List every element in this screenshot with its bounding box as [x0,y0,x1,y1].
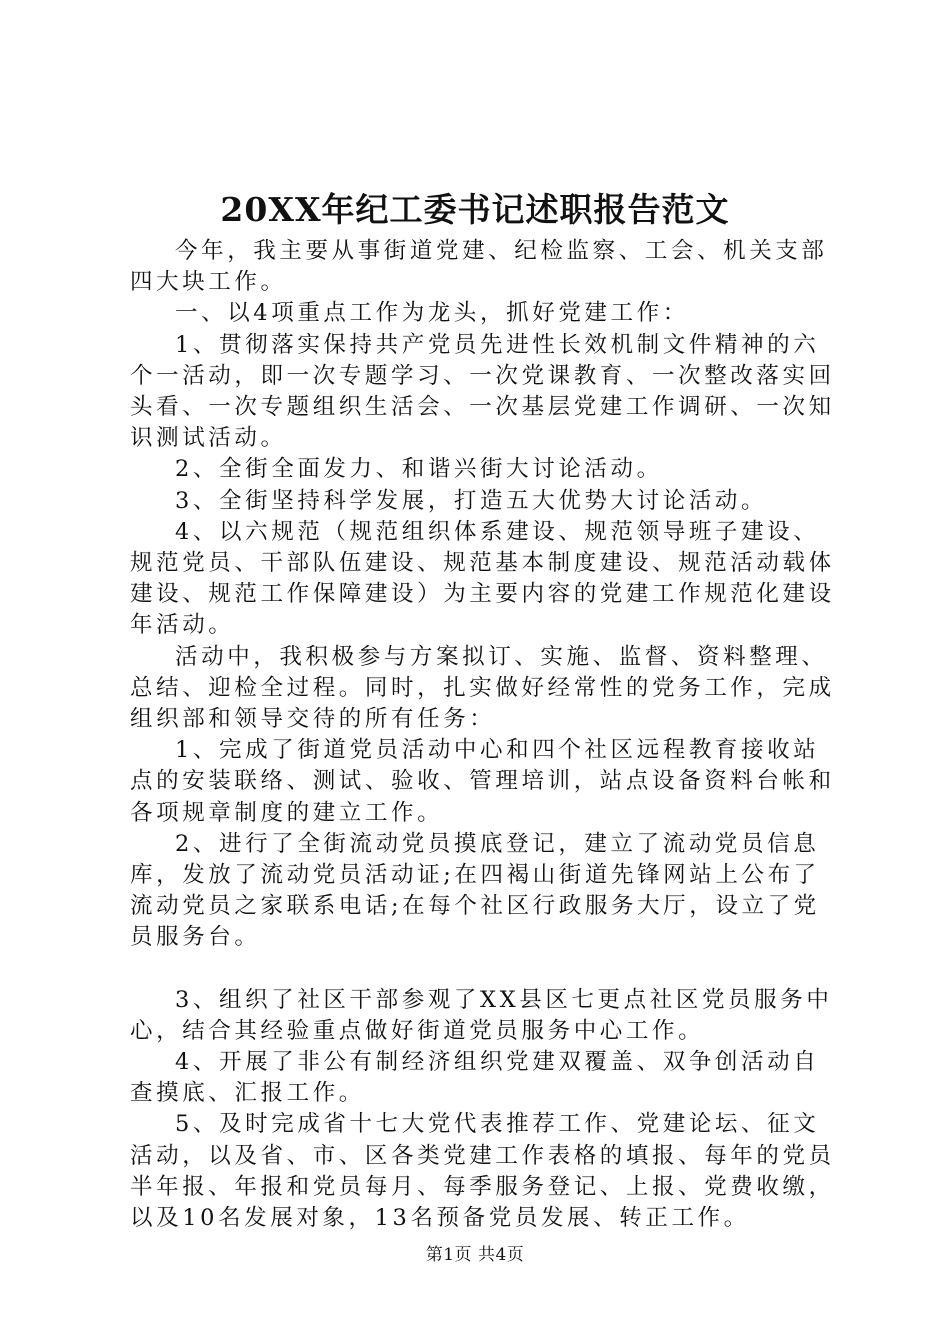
paragraph-task-4: 4、开展了非公有制经济组织党建双覆盖、双争创活动自查摸底、汇报工作。 [130,1049,820,1107]
document-body [130,236,835,1234]
paragraph-activities: 活动中，我积极参与方案拟订、实施、监督、资料整理、总结、迎检全过程。同时，扎实做好经常性的党务工作，完成组织部和领导交待的所有任务： [130,643,835,733]
paragraph-item-3: 3、全街坚持科学发展，打造五大优势大讨论活动。 [175,487,768,514]
document-title: 20XX年纪工委书记述职报告范文 [220,190,730,229]
paragraph-intro: 今年，我主要从事街道党建、纪检监察、工会、机关支部四大块工作。 [130,238,828,296]
paragraph-task-3: 3、组织了社区干部参观了XX县区七更点社区党员服务中心，结合其经验重点做好街道党员服务中心工作。 [130,986,833,1044]
paragraph-item-2: 2、全街全面发力、和谐兴街大讨论活动。 [175,456,663,483]
paragraph-item-4: 4、以六规范（规范组织体系建设、规范领导班子建设、规范党员、干部队伍建设、规范基本制度建设、规范活动载体建设、规范工作保障建设）为主要内容的党建工作规范化建设年活动。 [130,518,835,639]
paragraph-task-5: 5、及时完成省十七大党代表推荐工作、党建论坛、征文活动，以及省、市、区各类党建工作表格的填报、每年的党员半年报、年报和党员每月、每季服务登记、上报、党费收缴，以及10名发展对象，13名预备党员发展、转正工作。 [130,1111,835,1232]
paragraph-task-1: 1、完成了街道党员活动中心和四个社区远程教育接收站点的安装联络、测试、验收、管理培训，站点设备资料台帐和各项规章制度的建立工作。 [130,737,835,826]
paragraph-task-2: 2、进行了全街流动党员摸底登记，建立了流动党员信息库，发放了流动党员活动证;在四褐山街道先锋网站上公布了流动党员之家联系电话;在每个社区行政服务大厅，设立了党员服务台。 [130,830,820,951]
paragraph-item-1: 1、贯彻落实保持共产党员先进性长效机制文件精神的六个一活动，即一次专题学习、一次党课教育、一次整改落实回头看、一次专题组织生活会、一次基层党建工作调研、一次知识测试活动。 [130,331,835,452]
paragraph-section-1-heading: 一、以4项重点工作为龙头，抓好党建工作： [175,300,689,327]
page-footer: 第1页 共4页 [425,1245,525,1265]
